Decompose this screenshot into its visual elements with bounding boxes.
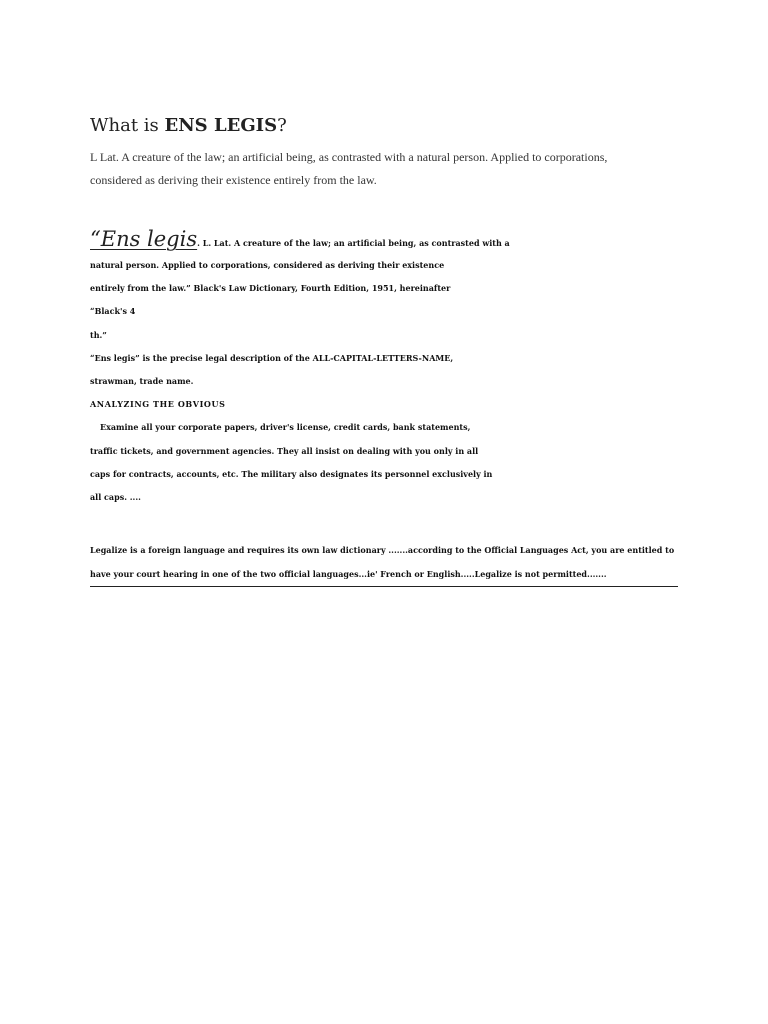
quote-line-4: “Black's 4 — [90, 306, 136, 317]
quote-line-1 — [90, 224, 520, 254]
quote-term: “Ens legis — [90, 227, 198, 251]
intro-line-1: L Lat. A creature of the law; an artificial being, as contrasted with a natural person. Applied to corporations, — [90, 150, 608, 164]
footer-line-1: Legalize is a foreign language and requires its own law dictionary .......according to the Official Languages Act, you are entitled to — [90, 545, 675, 555]
section-line-4: all caps. .... — [90, 491, 141, 502]
intro-paragraph — [90, 146, 650, 192]
title-prefix: What is — [90, 115, 165, 136]
quote-first-line-rest: . L. Lat. A creature of the law; an artificial being, as contrasted with a — [197, 238, 510, 248]
footer-paragraph — [90, 538, 680, 587]
section-line-1: Examine all your corporate papers, driver's license, credit cards, bank statements, — [100, 422, 471, 433]
quote-line-7: strawman, trade name. — [90, 375, 194, 386]
footer-line-2: have your court hearing in one of the two official languages...ie' French or English.....Legalize is not permitted....... — [90, 562, 678, 587]
quote-line-2: natural person. Applied to corporations, considered as deriving their existence — [90, 260, 445, 270]
section-line-3: caps for contracts, accounts, etc. The military also designates its personnel exclusively in — [90, 468, 493, 479]
quote-line-5: th.” — [90, 329, 107, 340]
title-term: ENS LEGIS — [164, 115, 278, 136]
intro-line-2: considered as deriving their existence entirely from the law. — [90, 173, 377, 187]
page-title — [90, 114, 287, 138]
quote-line-3: entirely from the law.” Black's Law Dictionary, Fourth Edition, 1951, hereinafter — [90, 283, 451, 294]
title-suffix: ? — [277, 115, 287, 136]
quote-block — [90, 224, 520, 509]
section-heading: ANALYZING THE OBVIOUS — [90, 399, 226, 410]
quote-line-6: “Ens legis” is the precise legal description of the ALL-CAPITAL-LETTERS-NAME, — [90, 352, 454, 363]
section-line-2: traffic tickets, and government agencies. They all insist on dealing with you only in all — [90, 445, 479, 456]
